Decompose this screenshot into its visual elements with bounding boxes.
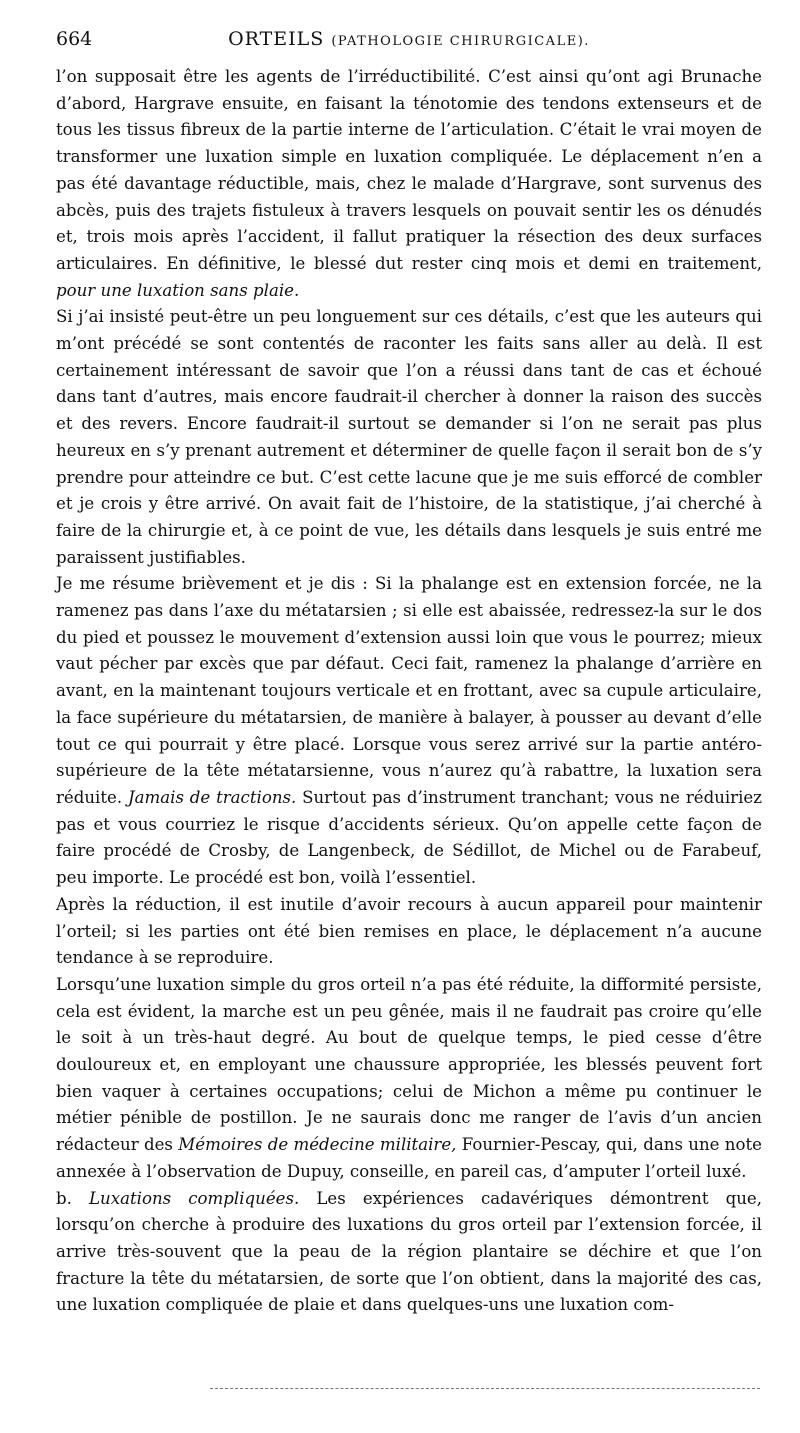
running-title-main: ORTEILS: [228, 28, 325, 50]
paragraph: [56, 1186, 762, 1320]
text-segment: Je me résume brièvement et je dis : Si la phalange est en extension forcée, ne la ramenez pas dans l’axe du métatarsien ; si elle est abaissée, redressez-la sur le dos du pied et poussez le mouvement d’extension aussi loin que vous le pourrez; mieux vaut pécher par excès que par défaut. Ceci fait, ramenez la phalange d’arrière en avant, en la maintenant toujours verticale et en frottant, avec sa cupule articulaire, la face supérieure du métatarsien, de manière à balayer, à pousser au devant d’elle tout ce qui pourrait y être placé. Lorsque vous serez arrivé sur la partie antéro-supérieure de la tête métatarsienne, vous n’aurez qu’à rabattre, la luxation sera réduite.: [56, 574, 762, 807]
paragraph: [56, 571, 762, 891]
text-segment: b.: [56, 1188, 90, 1208]
paragraph: [56, 64, 762, 304]
paragraph: [56, 304, 762, 571]
paragraph: [56, 972, 762, 1186]
italic-text: pour une luxation sans plaie.: [56, 280, 300, 300]
italic-text: Jamais de tractions.: [127, 787, 297, 807]
footer-rule: [210, 1388, 760, 1389]
page-number: 664: [56, 28, 93, 50]
text-segment: Lorsqu’une luxation simple du gros orteil n’a pas été réduite, la difformité persiste, cela est évident, la marche est un peu gênée, mais il ne faudrait pas croire qu’elle le soit à un très-haut degré. Au bout de quelque temps, le pied cesse d’être douloureux et, en employant une chaussure appropriée, les blessés peuvent fort bien vaquer à certaines occupations; celui de Michon a même pu continuer le métier pénible de postillon. Je ne saurais donc me ranger de l’avis d’un ancien rédacteur des: [56, 974, 762, 1155]
paragraph: [56, 892, 762, 972]
text-segment: Si j’ai insisté peut-être un peu longuement sur ces détails, c’est que les auteurs qui m’ont précédé se sont contentés de raconter les faits sans aller au delà. Il est certainement intéressant de savoir que l’on a réussi dans tant de cas et échoué dans tant d’autres, mais encore faudrait-il chercher à donner la raison des succès et des revers. Encore faudrait-il surtout se demander si l’on ne serait pas plus heureux en s’y prenant autrement et déterminer de quelle façon il serait bon de s’y prendre pour atteindre ce but. C’est cette lacune que je me suis efforcé de combler et je crois y être arrivé. On avait fait de l’histoire, de la statistique, j’ai cherché à faire de la chirurgie et, à ce point de vue, les détails dans lesquels je suis entré me paraissent justifiables.: [56, 307, 762, 567]
page-header: [56, 22, 762, 56]
italic-text: Mémoires de médecine militaire,: [178, 1135, 457, 1155]
body-text: [56, 64, 762, 1319]
text-segment: Après la réduction, il est inutile d’avoir recours à aucun appareil pour maintenir l’orteil; si les parties ont été bien remises en place, le déplacement n’a aucune tendance à se reproduire.: [56, 894, 762, 968]
book-page: [56, 22, 762, 1319]
running-title: [56, 28, 762, 50]
text-segment: Fournier-Pescay, qui, dans une note annexée à l’observation de Dupuy, conseille, en pareil cas, d’amputer l’orteil luxé.: [56, 1135, 762, 1181]
italic-text: Luxations compliquées.: [89, 1188, 300, 1208]
text-segment: Surtout pas d’instrument tranchant; vous ne réduiriez pas et vous courriez le risque d’accidents sérieux. Qu’on appelle cette façon de faire procédé de Crosby, de Langenbeck, de Sédillot, de Michel ou de Farabeuf, peu importe. Le procédé est bon, voilà l’essentiel.: [56, 787, 762, 888]
text-segment: l’on supposait être les agents de l’irréductibilité. C’est ainsi qu’ont agi Brunache d’abord, Hargrave ensuite, en faisant la ténotomie des tendons extenseurs et de tous les tissus fibreux de la partie interne de l’articulation. C’était le vrai moyen de transformer une luxation simple en luxation compliquée. Le déplacement n’en a pas été davantage réductible, mais, chez le malade d’Hargrave, sont survenus des abcès, puis des trajets fistuleux à travers lesquels on pouvait sentir les os dénudés et, trois mois après l’accident, il fallut pratiquer la résection des deux surfaces articulaires. En définitive, le blessé dut rester cinq mois et demi en traitement,: [56, 67, 762, 273]
running-title-subtitle: (PATHOLOGIE CHIRURGICALE).: [331, 34, 590, 49]
text-segment: Les expériences cadavériques démontrent que, lorsqu’on cherche à produire des luxations du gros orteil par l’extension forcée, il arrive très-souvent que la peau de la région plantaire se déchire et que l’on fracture la tête du métatarsien, de sorte que l’on obtient, dans la majorité des cas, une luxation compliquée de plaie et dans quelques-uns une luxation com-: [56, 1188, 763, 1315]
